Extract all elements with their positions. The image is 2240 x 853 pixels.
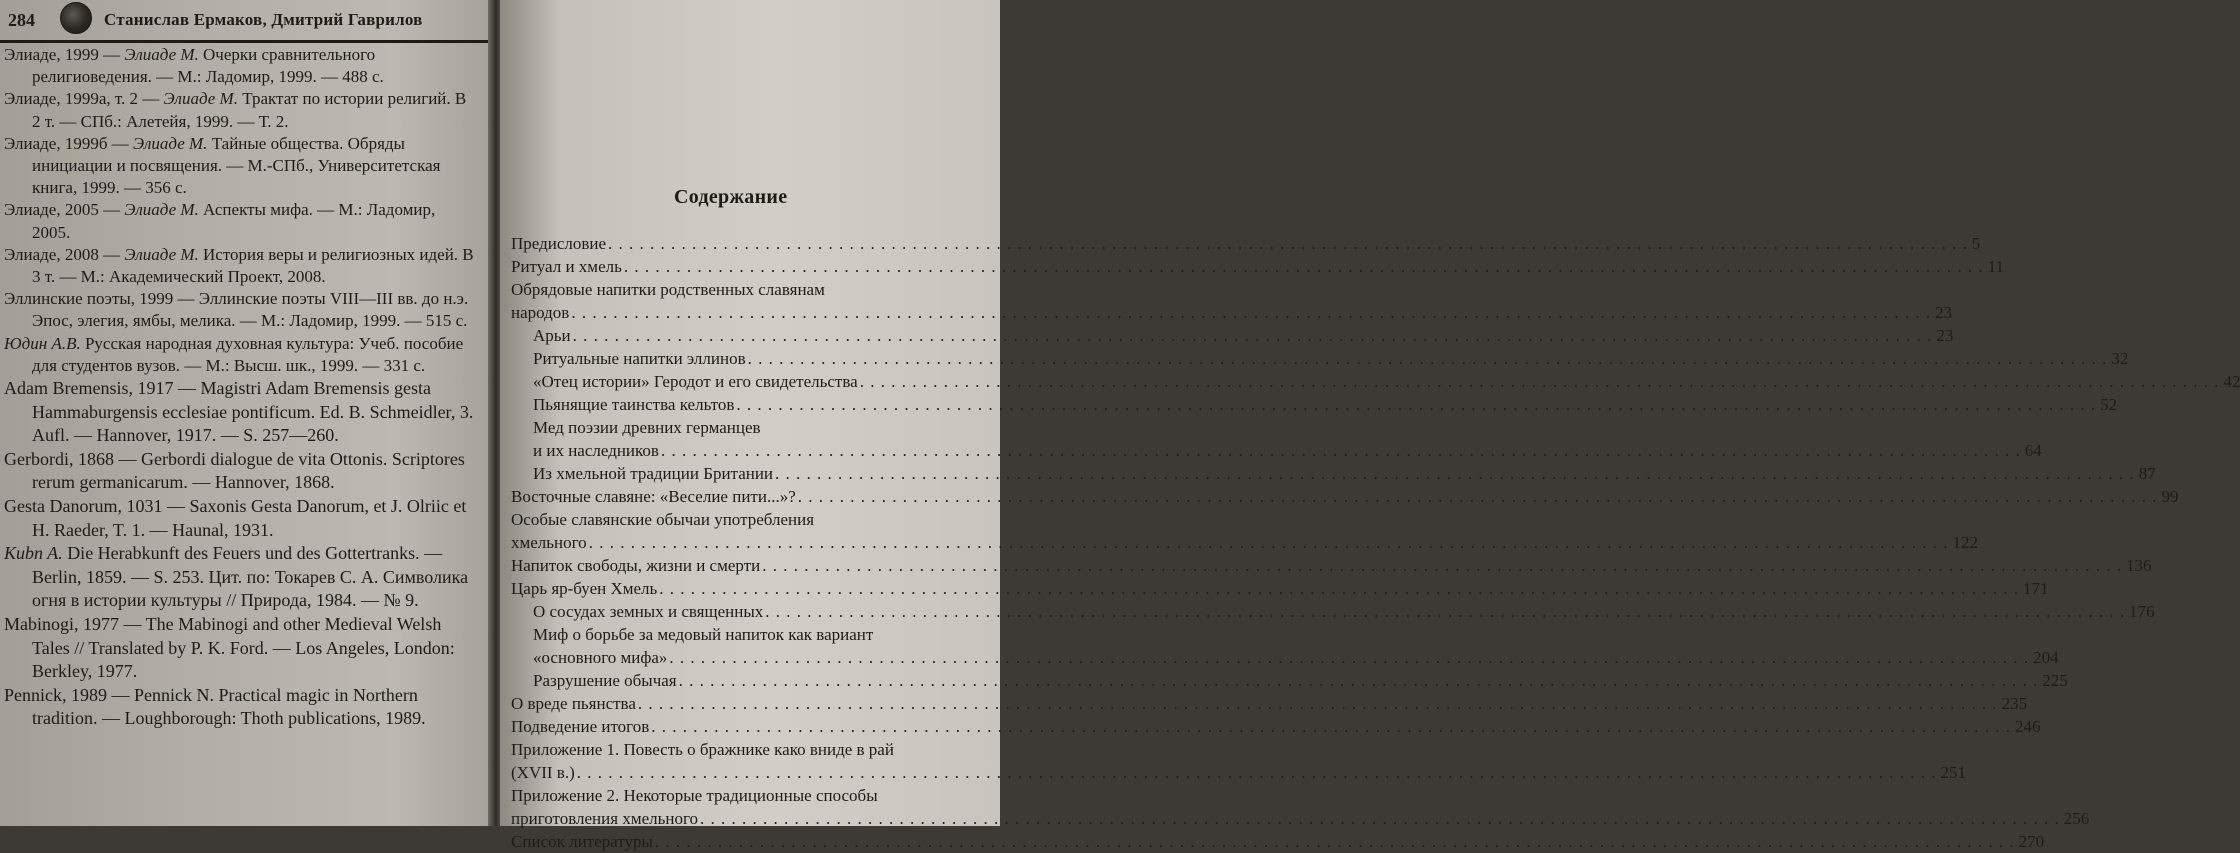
entry-rest: Русская народная духовная культура: Учеб. пособие для студентов вузов. — М.: Высш. шк., 1999. — 331 с. — [32, 333, 464, 375]
bibliography-entry — [4, 613, 474, 684]
toc-page-number: 23 — [1936, 326, 1954, 345]
entry-author: Элиаде М. — [124, 200, 199, 220]
toc-dot-leader — [573, 324, 1933, 347]
toc-page-number: 256 — [2063, 809, 2090, 828]
bibliography-entry — [4, 288, 474, 332]
bibliography-entry — [4, 377, 474, 448]
toc-dot-leader — [798, 485, 2158, 508]
bibliography-entry — [4, 133, 474, 200]
toc-entry-title: Арьи — [533, 326, 571, 345]
toc-dot-leader — [624, 255, 1984, 278]
toc-dot-leader — [679, 669, 2039, 692]
toc-entry-title: хмельного — [511, 533, 587, 552]
bibliography-entry — [4, 684, 474, 731]
toc-dot-leader — [736, 393, 2096, 416]
toc-page-number: 23 — [1935, 303, 1953, 322]
toc-entry — [511, 393, 2118, 416]
toc-page-number: 87 — [2138, 464, 2156, 483]
entry-lead: Элиаде, 2008 — — [4, 244, 125, 264]
toc-dot-leader — [651, 715, 2011, 738]
bibliography-entry — [4, 495, 474, 542]
entry-lead: Эллинские поэты, 1999 — Эллинские поэты VIII—III вв. до н.э. Эпос, элегия, ямбы, мелика. — М.: Ладомир, 1999. — 515 с. — [4, 289, 469, 331]
toc-page-number: 32 — [2111, 349, 2129, 368]
toc-entry-title: «Отец истории» Геродот и его свидетельства — [533, 372, 858, 391]
toc-page-number: 122 — [1952, 533, 1978, 552]
toc-entry-title: Подведение итогов — [511, 717, 650, 736]
toc-entry — [511, 646, 2059, 669]
right-page — [500, 0, 2240, 851]
entry-author: Kubn A. — [4, 543, 63, 564]
left-page — [0, 0, 492, 826]
toc-entry — [511, 324, 1954, 347]
entry-lead: Элиаде, 1999б — — [4, 133, 133, 153]
toc-entry-first-line: Приложение 2. Некоторые традиционные способы — [511, 786, 878, 805]
bibliography-entry — [4, 333, 474, 377]
toc-entry-title: Царь яр-буен Хмель — [511, 579, 658, 598]
entry-author: Элиаде М. — [124, 45, 199, 64]
entry-rest: Тайные общества. Обряды инициации и посвящения. — М.-СПб., Университетская книга, 1999. — 356 с. — [32, 133, 441, 198]
entry-author: Юдин А.В. — [4, 333, 81, 353]
toc-entry-title: Напиток свободы, жизни и смерти — [511, 556, 761, 575]
toc-page-number: 42 — [2223, 372, 2240, 391]
toc-entry-title: (XVII в.) — [511, 763, 575, 782]
toc-entry-title: О вреде пьянства — [511, 694, 636, 713]
toc-entry — [511, 485, 2179, 508]
toc-entry-title: Список литературы — [511, 832, 653, 851]
toc-page-number: 5 — [1971, 234, 1981, 253]
bibliography-entry — [4, 542, 474, 613]
entry-author: Элиаде М. — [132, 133, 208, 153]
toc-entry — [511, 715, 2041, 738]
toc-entry-first-line: Особые славянские обычаи употребления — [511, 510, 815, 529]
entry-rest: История веры и религиозных идей. В 3 т. — М.: Академический Проект, 2008. — [32, 244, 474, 287]
toc-page-number: 171 — [2023, 579, 2049, 598]
toc-page-number: 64 — [2024, 441, 2042, 460]
bibliography-entry — [4, 244, 474, 288]
toc-page-number: 99 — [2161, 487, 2179, 506]
toc-page-number: 270 — [2018, 832, 2045, 851]
toc-entry-title: народов — [511, 303, 570, 322]
entry-lead: Adam Bremensis, 1917 — Magistri Adam Bremensis gesta Hammaburgensis ecclesiae pontificum. Ed. B. Schmeidler, 3. Aufl. — Hannover, 1917. — S. 257—260. — [4, 378, 474, 446]
toc-entry-title: Предисловие — [511, 234, 607, 253]
toc-entry — [511, 692, 2028, 715]
toc-dot-leader — [577, 761, 1937, 784]
toc-entry-title: и их наследников — [533, 441, 659, 460]
toc-dot-leader — [655, 830, 2015, 853]
toc-page-number: 11 — [1987, 257, 2004, 276]
toc-page-number: 52 — [2100, 395, 2118, 414]
entry-lead: Элиаде, 1999 — — [4, 45, 125, 64]
toc-entry-first-line: Мед поэзии древних германцев — [533, 418, 761, 437]
toc-dot-leader — [765, 600, 2125, 623]
toc-entry — [511, 554, 2152, 577]
table-of-contents — [511, 232, 2240, 853]
toc-page-number: 204 — [2033, 648, 2059, 667]
toc-page-number: 225 — [2042, 671, 2068, 690]
running-head-authors: Станислав Ермаков, Дмитрий Гаврилов — [104, 10, 423, 29]
toc-entry — [511, 232, 1981, 255]
toc-entry — [511, 255, 2004, 278]
bibliography-entry — [4, 448, 474, 495]
toc-entry — [511, 807, 2090, 830]
toc-dot-leader — [638, 692, 1998, 715]
toc-entry — [511, 830, 2045, 853]
toc-dot-leader — [860, 370, 2220, 393]
toc-dot-leader — [775, 462, 2135, 485]
toc-dot-leader — [661, 439, 2021, 462]
entry-lead: Gesta Danorum, 1031 — Saxonis Gesta Danorum, et J. Olriic et H. Raeder, T. 1. — Haunal, 1931. — [4, 496, 467, 540]
entry-lead: Элиаде, 1999а, т. 2 — — [4, 89, 164, 109]
toc-dot-leader — [571, 301, 1931, 324]
bibliography-entry — [4, 199, 474, 243]
toc-entry-first-line: Обрядовые напитки родственных славянам — [511, 280, 825, 299]
toc-entry — [511, 669, 2068, 692]
entry-rest: Die Herabkunft des Feuers und des Gottertranks. — Berlin, 1859. — S. 253. Цит. по: Токарев С. А. Символика огня в истории культуры // Природа, 1984. — № 9. — [32, 543, 469, 611]
toc-entry-title: «основного мифа» — [533, 648, 668, 667]
toc-entry — [511, 439, 2042, 462]
entry-lead: Pennick, 1989 — Pennick N. Practical magic in Northern tradition. — Loughborough: Thoth publications, 1989. — [4, 684, 426, 729]
toc-page-number: 176 — [2129, 602, 2155, 621]
entry-lead: Gerbordi, 1868 — Gerbordi dialogue de vita Ottonis. Scriptores rerum germanicarum. — Hannover, 1868. — [4, 448, 465, 493]
toc-entry-title: Восточные славяне: «Веселие пити...»? — [511, 487, 796, 506]
toc-entry-title: Пьянящие таинства кельтов — [533, 395, 735, 414]
toc-entry — [511, 347, 2129, 370]
toc-dot-leader — [608, 232, 1968, 255]
toc-entry — [511, 600, 2155, 623]
toc-entry — [511, 462, 2156, 485]
entry-author: Элиаде М. — [163, 89, 238, 109]
entry-author: Элиаде М. — [124, 244, 199, 264]
entry-rest: Аспекты мифа. — М.: Ладомир, 2005. — [32, 200, 436, 242]
toc-entry — [511, 531, 1978, 554]
toc-entry-title: приготовления хмельного — [511, 809, 699, 828]
toc-dot-leader — [589, 531, 1949, 554]
toc-dot-leader — [748, 347, 2108, 370]
entry-rest: Трактат по истории религий. В 2 т. — СПб.: Алетейя, 1999. — Т. 2. — [32, 89, 467, 131]
toc-dot-leader — [669, 646, 2029, 669]
toc-entry-title: Разрушение обычая — [533, 671, 677, 690]
toc-entry — [511, 370, 2240, 393]
running-header — [0, 0, 492, 43]
publisher-emblem-icon — [60, 2, 92, 34]
page-number: 284 — [8, 10, 35, 30]
toc-entry-first-line: Миф о борьбе за медовый напиток как вариант — [533, 625, 874, 644]
toc-entry-first-line: Приложение 1. Повесть о бражнике како вниде в рай — [511, 740, 894, 759]
toc-entry — [511, 761, 1966, 784]
bibliography-list — [4, 44, 474, 731]
toc-entry-title: О сосудах земных и священных — [533, 602, 764, 621]
toc-entry-title: Из хмельной традиции Британии — [533, 464, 774, 483]
toc-dot-leader — [700, 807, 2060, 830]
entry-lead: Элиаде, 2005 — — [4, 200, 125, 220]
bibliography-entry — [4, 88, 474, 132]
toc-entry-title: Ритуал и хмель — [511, 257, 622, 276]
toc-dot-leader — [659, 577, 2019, 600]
toc-page-number: 246 — [2015, 717, 2041, 736]
bibliography-entry — [4, 44, 474, 88]
toc-page-number: 235 — [2001, 694, 2028, 713]
toc-entry — [511, 577, 2049, 600]
toc-page-number: 251 — [1940, 763, 1966, 782]
entry-rest: Очерки сравнительного религиоведения. — М.: Ладомир, 1999. — 488 с. — [32, 45, 384, 87]
toc-entry-title: Ритуальные напитки эллинов — [533, 349, 746, 368]
entry-lead: Mabinogi, 1977 — The Mabinogi and other Medieval Welsh Tales // Translated by P. K. Ford. — Los Angeles, London: Berkley, 1977. — [4, 613, 455, 682]
contents-title: Содержание — [674, 186, 788, 208]
toc-page-number: 136 — [2125, 556, 2152, 575]
toc-entry — [511, 301, 1953, 324]
toc-dot-leader — [762, 554, 2122, 577]
